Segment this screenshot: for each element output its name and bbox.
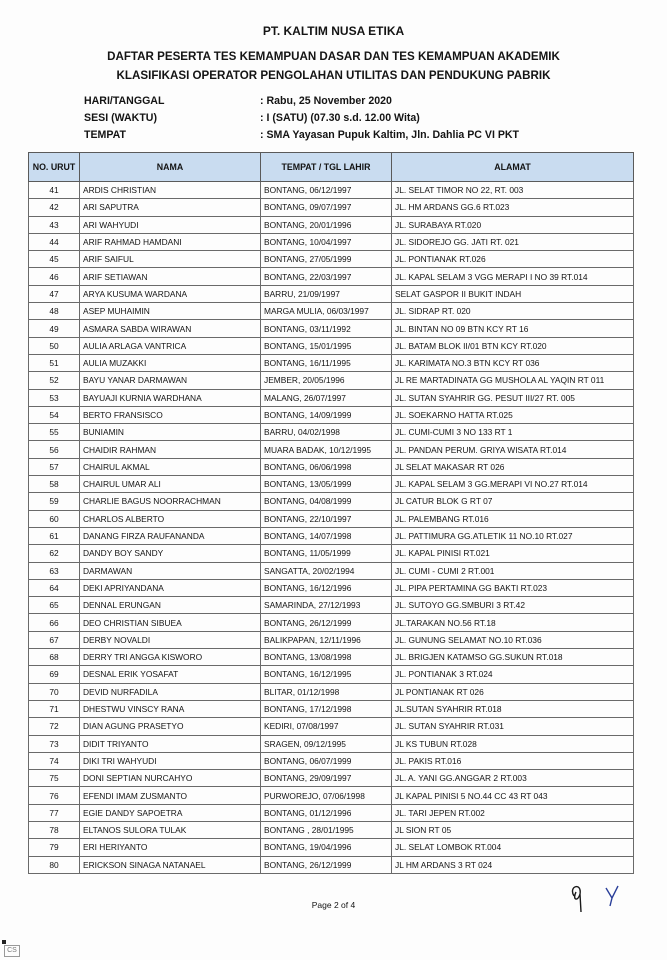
cell-birth: BARRU, 04/02/1998 [261, 424, 392, 441]
cell-name: DANDY BOY SANDY [80, 545, 261, 562]
cell-address: JL. KAPAL SELAM 3 GG.MERAPI VI NO.27 RT.014 [392, 476, 634, 493]
table-row [29, 510, 634, 527]
cell-name: DEO CHRISTIAN SIBUEA [80, 614, 261, 631]
cell-birth: BONTANG, 16/12/1995 [261, 666, 392, 683]
cell-birth: JEMBER, 20/05/1996 [261, 372, 392, 389]
cell-birth: BONTANG, 22/10/1997 [261, 510, 392, 527]
table-row [29, 251, 634, 268]
cell-birth: BONTANG, 27/05/1999 [261, 251, 392, 268]
cell-name: ERICKSON SINAGA NATANAEL [80, 856, 261, 873]
cell-address: JL. SURABAYA RT.020 [392, 216, 634, 233]
cell-no: 63 [29, 562, 80, 579]
table-body [29, 182, 634, 874]
cell-name: ARI WAHYUDI [80, 216, 261, 233]
participant-table [28, 152, 634, 874]
cell-no: 70 [29, 683, 80, 700]
cell-no: 75 [29, 770, 80, 787]
cell-address: JL. PANDAN PERUM. GRIYA WISATA RT.014 [392, 441, 634, 458]
table-row [29, 752, 634, 769]
cell-no: 80 [29, 856, 80, 873]
cell-name: DEVID NURFADILA [80, 683, 261, 700]
cell-birth: BONTANG, 10/04/1997 [261, 233, 392, 250]
cell-no: 71 [29, 700, 80, 717]
cell-name: DIKI TRI WAHYUDI [80, 752, 261, 769]
cell-no: 57 [29, 458, 80, 475]
cell-address: JL. PONTIANAK 3 RT.024 [392, 666, 634, 683]
cell-no: 74 [29, 752, 80, 769]
cell-birth: BONTANG, 26/12/1999 [261, 614, 392, 631]
cell-address: JL RE MARTADINATA GG MUSHOLA AL YAQIN RT 011 [392, 372, 634, 389]
cell-address: JL. BRIGJEN KATAMSO GG.SUKUN RT.018 [392, 649, 634, 666]
cell-birth: BONTANG, 14/07/1998 [261, 527, 392, 544]
table-row [29, 354, 634, 371]
cell-no: 43 [29, 216, 80, 233]
cell-no: 50 [29, 337, 80, 354]
meta-place-value: : SMA Yayasan Pupuk Kaltim, Jln. Dahlia PC VI PKT [260, 129, 520, 141]
cell-name: EGIE DANDY SAPOETRA [80, 804, 261, 821]
cell-address: JL. SUTAN SYAHRIR GG. PESUT III/27 RT. 005 [392, 389, 634, 406]
cell-no: 53 [29, 389, 80, 406]
cell-address: JL HM ARDANS 3 RT 024 [392, 856, 634, 873]
table-row [29, 700, 634, 717]
meta-place-label: TEMPAT [84, 129, 126, 141]
cell-birth: BONTANG, 19/04/1996 [261, 839, 392, 856]
cell-no: 69 [29, 666, 80, 683]
table-row [29, 597, 634, 614]
cell-address: JL.TARAKAN NO.56 RT.18 [392, 614, 634, 631]
cell-no: 67 [29, 631, 80, 648]
cell-birth: BONTANG, 01/12/1996 [261, 804, 392, 821]
cell-no: 54 [29, 406, 80, 423]
cell-name: DESNAL ERIK YOSAFAT [80, 666, 261, 683]
cell-address: JL. TARI JEPEN RT.002 [392, 804, 634, 821]
header-address: ALAMAT [392, 153, 634, 182]
cell-address: JL. SUTOYO GG.SMBURI 3 RT.42 [392, 597, 634, 614]
cell-address: JL. KAPAL PINISI RT.021 [392, 545, 634, 562]
cell-no: 45 [29, 251, 80, 268]
cell-name: ARDIS CHRISTIAN [80, 182, 261, 199]
cell-birth: BONTANG, 22/03/1997 [261, 268, 392, 285]
signature-initials [566, 876, 636, 916]
table-row [29, 666, 634, 683]
cell-no: 66 [29, 614, 80, 631]
cell-address: JL SION RT 05 [392, 821, 634, 838]
cell-name: AULIA ARLAGA VANTRICA [80, 337, 261, 354]
table-row [29, 320, 634, 337]
table-row [29, 182, 634, 199]
cell-name: ASEP MUHAIMIN [80, 303, 261, 320]
cell-birth: SANGATTA, 20/02/1994 [261, 562, 392, 579]
cell-birth: BONTANG, 20/01/1996 [261, 216, 392, 233]
cell-no: 46 [29, 268, 80, 285]
cell-name: DENNAL ERUNGAN [80, 597, 261, 614]
cell-no: 65 [29, 597, 80, 614]
table-row [29, 856, 634, 873]
cell-name: ERI HERIYANTO [80, 839, 261, 856]
table-row [29, 683, 634, 700]
cell-address: JL. SIDOREJO GG. JATI RT. 021 [392, 233, 634, 250]
cell-no: 56 [29, 441, 80, 458]
cell-address: JL. A. YANI GG.ANGGAR 2 RT.003 [392, 770, 634, 787]
cell-birth: SRAGEN, 09/12/1995 [261, 735, 392, 752]
cell-address: SELAT GASPOR II BUKIT INDAH [392, 285, 634, 302]
cell-no: 59 [29, 493, 80, 510]
cell-name: ARIF SETIAWAN [80, 268, 261, 285]
cell-birth: BONTANG, 13/05/1999 [261, 476, 392, 493]
cell-address: JL. SELAT TIMOR NO 22, RT. 003 [392, 182, 634, 199]
table-row [29, 372, 634, 389]
cell-address: JL. BATAM BLOK II/01 BTN KCY RT.020 [392, 337, 634, 354]
table-row [29, 839, 634, 856]
meta-session-value: : I (SATU) (07.30 s.d. 12.00 Wita) [260, 112, 420, 124]
cell-birth: BONTANG , 28/01/1995 [261, 821, 392, 838]
cell-address: JL. PAKIS RT.016 [392, 752, 634, 769]
cell-name: DONI SEPTIAN NURCAHYO [80, 770, 261, 787]
cell-address: JL. SELAT LOMBOK RT.004 [392, 839, 634, 856]
meta-session-label: SESI (WAKTU) [84, 112, 157, 124]
table-row [29, 562, 634, 579]
cell-birth: BLITAR, 01/12/1998 [261, 683, 392, 700]
cell-name: ARIF SAIFUL [80, 251, 261, 268]
cell-birth: BONTANG, 03/11/1992 [261, 320, 392, 337]
cell-address: JL. SIDRAP RT. 020 [392, 303, 634, 320]
table-row [29, 268, 634, 285]
cell-address: JL. PATTIMURA GG.ATLETIK 11 NO.10 RT.027 [392, 527, 634, 544]
cell-name: BAYUAJI KURNIA WARDHANA [80, 389, 261, 406]
cell-no: 52 [29, 372, 80, 389]
cell-birth: PURWOREJO, 07/06/1998 [261, 787, 392, 804]
scanner-watermark-icon: CS [4, 945, 20, 957]
cell-name: BUNIAMIN [80, 424, 261, 441]
cell-address: JL. CUMI-CUMI 3 NO 133 RT 1 [392, 424, 634, 441]
cell-address: JL. SUTAN SYAHRIR RT.031 [392, 718, 634, 735]
cell-name: DEKI APRIYANDANA [80, 579, 261, 596]
table-row [29, 821, 634, 838]
table-row [29, 787, 634, 804]
cell-no: 72 [29, 718, 80, 735]
cell-name: ASMARA SABDA WIRAWAN [80, 320, 261, 337]
cell-birth: MARGA MULIA, 06/03/1997 [261, 303, 392, 320]
cell-birth: BONTANG, 14/09/1999 [261, 406, 392, 423]
cell-name: ELTANOS SULORA TULAK [80, 821, 261, 838]
cell-name: EFENDI IMAM ZUSMANTO [80, 787, 261, 804]
document-title-line1: DAFTAR PESERTA TES KEMAMPUAN DASAR DAN TES KEMAMPUAN AKADEMIK [107, 50, 560, 63]
cell-no: 60 [29, 510, 80, 527]
cell-name: ARYA KUSUMA WARDANA [80, 285, 261, 302]
cell-address: JL PONTIANAK RT 026 [392, 683, 634, 700]
table-row [29, 735, 634, 752]
table-row [29, 804, 634, 821]
company-name: PT. KALTIM NUSA ETIKA [262, 24, 405, 38]
cell-birth: BONTANG, 13/08/1998 [261, 649, 392, 666]
cell-birth: MALANG, 26/07/1997 [261, 389, 392, 406]
cell-birth: BONTANG, 16/11/1995 [261, 354, 392, 371]
table-row [29, 545, 634, 562]
cell-name: DIAN AGUNG PRASETYO [80, 718, 261, 735]
cell-name: DARMAWAN [80, 562, 261, 579]
cell-address: JL KS TUBUN RT.028 [392, 735, 634, 752]
cell-birth: BONTANG, 15/01/1995 [261, 337, 392, 354]
cell-name: ARI SAPUTRA [80, 199, 261, 216]
cell-name: BAYU YANAR DARMAWAN [80, 372, 261, 389]
cell-name: CHAIDIR RAHMAN [80, 441, 261, 458]
cell-address: JL. KAPAL SELAM 3 VGG MERAPI I NO 39 RT.014 [392, 268, 634, 285]
cell-no: 47 [29, 285, 80, 302]
cell-address: JL. SOEKARNO HATTA RT.025 [392, 406, 634, 423]
cell-birth: SAMARINDA, 27/12/1993 [261, 597, 392, 614]
cell-name: BERTO FRANSISCO [80, 406, 261, 423]
document-title-line2: KLASIFIKASI OPERATOR PENGOLAHAN UTILITAS DAN PENDUKUNG PABRIK [116, 69, 551, 82]
cell-address: JL SELAT MAKASAR RT 026 [392, 458, 634, 475]
table-row [29, 216, 634, 233]
cell-birth: BONTANG, 04/08/1999 [261, 493, 392, 510]
table-row [29, 579, 634, 596]
cell-no: 73 [29, 735, 80, 752]
cell-name: AULIA MUZAKKI [80, 354, 261, 371]
cell-no: 41 [29, 182, 80, 199]
table-row [29, 631, 634, 648]
meta-date-value: : Rabu, 25 November 2020 [260, 95, 392, 107]
cell-no: 62 [29, 545, 80, 562]
cell-name: DHESTWU VINSCY RANA [80, 700, 261, 717]
cell-name: DIDIT TRIYANTO [80, 735, 261, 752]
cell-no: 79 [29, 839, 80, 856]
cell-birth: BARRU, 21/09/1997 [261, 285, 392, 302]
cell-birth: BONTANG, 26/12/1999 [261, 856, 392, 873]
cell-no: 64 [29, 579, 80, 596]
cell-birth: BONTANG, 16/12/1996 [261, 579, 392, 596]
table-row [29, 424, 634, 441]
table-row [29, 718, 634, 735]
cell-birth: BALIKPAPAN, 12/11/1996 [261, 631, 392, 648]
table-row [29, 406, 634, 423]
cell-name: DANANG FIRZA RAUFANANDA [80, 527, 261, 544]
cell-address: JL. PIPA PERTAMINA GG BAKTI RT.023 [392, 579, 634, 596]
cell-address: JL. GUNUNG SELAMAT NO.10 RT.036 [392, 631, 634, 648]
cell-address: JL. HM ARDANS GG.6 RT.023 [392, 199, 634, 216]
cell-address: JL. BINTAN NO 09 BTN KCY RT 16 [392, 320, 634, 337]
table-row [29, 649, 634, 666]
cell-address: JL. CUMI - CUMI 2 RT.001 [392, 562, 634, 579]
cell-birth: BONTANG, 06/07/1999 [261, 752, 392, 769]
cell-no: 42 [29, 199, 80, 216]
cell-birth: BONTANG, 17/12/1998 [261, 700, 392, 717]
cell-birth: BONTANG, 29/09/1997 [261, 770, 392, 787]
cell-no: 78 [29, 821, 80, 838]
meta-date-label: HARI/TANGGAL [84, 95, 165, 107]
table-row [29, 285, 634, 302]
cell-no: 58 [29, 476, 80, 493]
cell-name: DERBY NOVALDI [80, 631, 261, 648]
cell-no: 61 [29, 527, 80, 544]
cell-no: 48 [29, 303, 80, 320]
table-row [29, 770, 634, 787]
cell-name: CHAIRUL UMAR ALI [80, 476, 261, 493]
scan-dot [2, 940, 6, 944]
table-row [29, 476, 634, 493]
page-number: Page 2 of 4 [311, 900, 356, 910]
table-row [29, 441, 634, 458]
cell-no: 51 [29, 354, 80, 371]
table-row [29, 458, 634, 475]
cell-address: JL.SUTAN SYAHRIR RT.018 [392, 700, 634, 717]
table-row [29, 614, 634, 631]
cell-name: CHAIRUL AKMAL [80, 458, 261, 475]
cell-address: JL. PALEMBANG RT.016 [392, 510, 634, 527]
table-row [29, 389, 634, 406]
cell-birth: BONTANG, 06/12/1997 [261, 182, 392, 199]
cell-no: 49 [29, 320, 80, 337]
cell-birth: BONTANG, 09/07/1997 [261, 199, 392, 216]
cell-no: 76 [29, 787, 80, 804]
cell-name: ARIF RAHMAD HAMDANI [80, 233, 261, 250]
cell-birth: MUARA BADAK, 10/12/1995 [261, 441, 392, 458]
cell-address: JL CATUR BLOK G RT 07 [392, 493, 634, 510]
table-header-row [29, 153, 634, 182]
cell-address: JL. KARIMATA NO.3 BTN KCY RT 036 [392, 354, 634, 371]
cell-name: DERRY TRI ANGGA KISWORO [80, 649, 261, 666]
table-row [29, 527, 634, 544]
cell-name: CHARLOS ALBERTO [80, 510, 261, 527]
cell-birth: BONTANG, 11/05/1999 [261, 545, 392, 562]
cell-birth: BONTANG, 06/06/1998 [261, 458, 392, 475]
table-row [29, 233, 634, 250]
table-row [29, 493, 634, 510]
table-row [29, 337, 634, 354]
cell-address: JL. PONTIANAK RT.026 [392, 251, 634, 268]
cell-no: 44 [29, 233, 80, 250]
cell-no: 68 [29, 649, 80, 666]
cell-no: 77 [29, 804, 80, 821]
header-birth: TEMPAT / TGL LAHIR [261, 153, 392, 182]
table-row [29, 199, 634, 216]
cell-name: CHARLIE BAGUS NOORRACHMAN [80, 493, 261, 510]
cell-birth: KEDIRI, 07/08/1997 [261, 718, 392, 735]
cell-no: 55 [29, 424, 80, 441]
header-name: NAMA [80, 153, 261, 182]
header-no: NO. URUT [29, 153, 80, 182]
table-row [29, 303, 634, 320]
cell-address: JL KAPAL PINISI 5 NO.44 CC 43 RT 043 [392, 787, 634, 804]
